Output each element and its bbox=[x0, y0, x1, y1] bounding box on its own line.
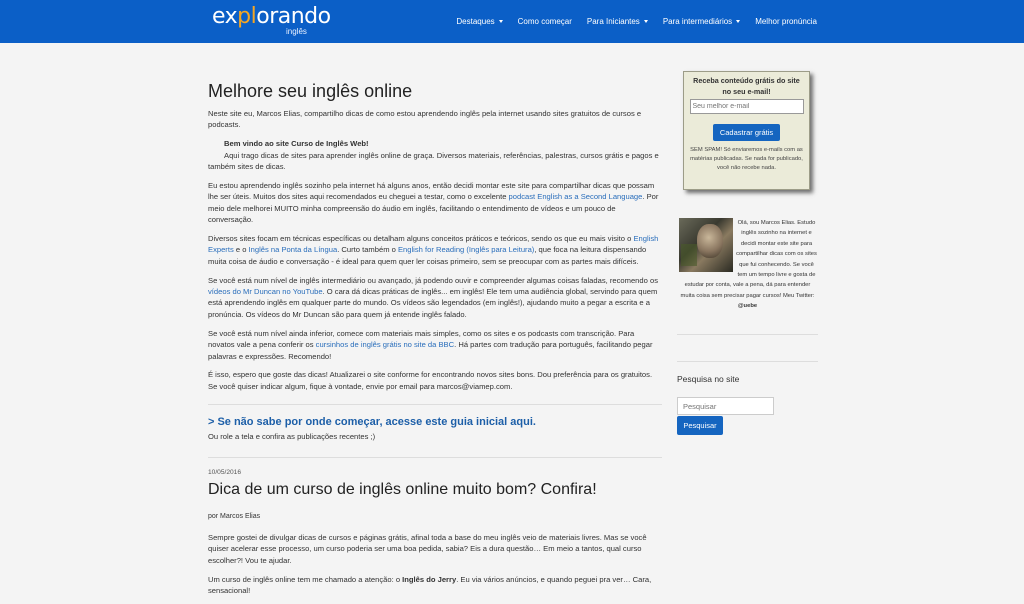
nav-destaques[interactable]: Destaques bbox=[449, 0, 510, 43]
author-bio: Olá, sou Marcos Elias. Estudo inglês sozinho na internet e decidi montar este site para compartilhar dicas com os sites que fui conhecendo. Se você tem um tempo livre e gosta de estudar por conta, vale a pena, dá para entender muita coisa sem precisar pagar cursos! Meu Twitter: @uebe bbox=[680, 220, 817, 310]
logo-wordmark: explorando bbox=[212, 4, 331, 29]
email-signup-box bbox=[683, 71, 810, 190]
divider bbox=[677, 334, 818, 335]
search-title: Pesquisa no site bbox=[677, 374, 740, 384]
logo-subtitle: inglês bbox=[286, 27, 307, 36]
divider bbox=[208, 404, 662, 405]
paragraph-mr-duncan: Se você está num nível de inglês intermediário ou avançado, já podendo ouvir e compreender algumas coisas faladas, recomendo os vídeos do Mr Duncan no YouTube. O cara dá dicas práticas de inglês... em inglês! Ele tem uma audiência global, servindo para quem está aprendendo inglês em qualquer parte do mundo. Os vídeos são legendados (em inglês!), ajudando muito a pegar a escrita e a pronúncia. Os vídeos do Mr Duncan são para quem já entende inglês falado. bbox=[208, 275, 658, 319]
welcome-heading: Bem vindo ao site Curso de Inglês Web! bbox=[224, 139, 369, 149]
nav-para-intermediarios[interactable]: Para intermediários bbox=[655, 0, 747, 43]
post-paragraph: Sempre gostei de divulgar dicas de cursos e páginas grátis, afinal toda a base do meu inglês veio de materiais livres. Mas se você quiser acelerar esse processo, um curso poderia ser uma boa pedida, sabia? Eis a dura questão… Em meio a tantos, qual curso escolher?! Vou te ajudar. bbox=[208, 532, 647, 565]
link-english-experts[interactable]: English Experts bbox=[208, 234, 659, 255]
twitter-handle[interactable]: @uebe bbox=[737, 303, 758, 310]
chevron-down-icon bbox=[644, 20, 648, 23]
main-nav bbox=[449, 0, 1024, 43]
page-title: Melhore seu inglês online bbox=[208, 81, 413, 101]
link-mr-duncan[interactable]: vídeos do Mr Duncan no YouTube bbox=[208, 287, 323, 297]
link-bbc-courses[interactable]: cursinhos de inglês grátis no site da BBC bbox=[315, 340, 455, 350]
post-paragraph: Um curso de inglês online tem me chamado a atenção: o Inglês do Jerry. Eu via vários anúncios, e quando peguei pra ver… Cara, sensacional! bbox=[208, 574, 652, 596]
intro-paragraph: Neste site eu, Marcos Elias, compartilho dicas de como estou aprendendo inglês pela internet usando sites gratuitos de cursos e podcasts. bbox=[208, 109, 642, 130]
guide-subtitle: Ou role a tela e confira as publicações recentes ;) bbox=[208, 432, 376, 442]
signup-button[interactable]: Cadastrar grátis bbox=[713, 124, 780, 141]
nav-como-comecar[interactable]: Como começar bbox=[517, 16, 572, 26]
post-byline: por Marcos Elias bbox=[208, 513, 261, 521]
post-date: 10/05/2016 bbox=[208, 468, 242, 476]
link-english-for-reading[interactable]: English for Reading (Inglês para Leitura) bbox=[397, 245, 535, 255]
top-navbar bbox=[0, 0, 1024, 43]
guide-link[interactable]: Se não sabe por onde começar, acesse este guia inicial aqui. bbox=[217, 416, 536, 429]
link-ponta-da-lingua[interactable]: Inglês na Ponta da Língua bbox=[248, 245, 338, 255]
site-logo[interactable] bbox=[212, 5, 332, 39]
main-content bbox=[208, 80, 662, 604]
nav-melhor-pronuncia[interactable]: Melhor pronúncia bbox=[755, 16, 817, 26]
email-field[interactable] bbox=[690, 99, 804, 114]
paragraph-sites: Diversos sites focam em técnicas específicas ou detalham alguns conceitos práticos e teóricos, sendo os que eu mais visito o English Experts e o Inglês na Ponta da Língua. Curto também o English for Reading (Inglês para Leitura), que foca na leitura dispensando muita coisa de áudio e conversação - é ideal para quem quer ler coisas primeiro, sem se preocupar com as partes mais difíceis. bbox=[208, 234, 659, 266]
paragraph-closing: É isso, espero que goste das dicas! Atualizarei o site conforme for encontrando novos sites bons. Dou preferência para os gratuitos. Se você quiser indicar algum, fique à vontade, envie por email para marcos@viamep.com. bbox=[208, 370, 653, 391]
divider bbox=[208, 457, 662, 458]
divider bbox=[677, 361, 818, 362]
author-box bbox=[677, 218, 818, 312]
paragraph-bbc: Se você está num nível ainda inferior, comece com materiais mais simples, como os sites e os podcasts com transcrição. Para novatos vale a pena conferir os cursinhos de inglês grátis no site da BBC. Há partes com tradução para português, facilitando pegar palavras e expressões. Recomendo! bbox=[208, 328, 653, 361]
author-photo bbox=[679, 218, 733, 272]
guide-link-block bbox=[208, 415, 662, 429]
link-esl-podcast[interactable]: podcast English as a Second Language bbox=[508, 192, 643, 202]
nav-para-iniciantes[interactable]: Para Iniciantes bbox=[579, 0, 655, 43]
search-button[interactable]: Pesquisar bbox=[677, 416, 723, 435]
post-title[interactable]: Dica de um curso de inglês online muito bom? Confira! bbox=[208, 481, 597, 499]
arrow-right-icon: > bbox=[208, 416, 215, 429]
chevron-down-icon bbox=[736, 20, 740, 23]
welcome-paragraph: Aqui trago dicas de sites para aprender inglês online de graça. Diversos materiais, referências, palestras, cursos grátis e pagos e também sites de dicas. bbox=[208, 150, 659, 172]
signup-note: SEM SPAM! Só enviaremos e-mails com as matérias publicadas. Se nada for publicado, você não recebe nada. bbox=[690, 147, 803, 171]
paragraph-learning: Eu estou aprendendo inglês sozinho pela internet há alguns anos, então decidi montar este site para compartilhar dicas que possam lhe ser úteis. Muitos dos sites aqui recomendados eu cheguei a testar, como o excelente podcast English as a Second Language. Por meio dele melhorei MUITO minha compreensão do áudio em inglês, facilitando o entendimento de vídeos e um pouco de conversação. bbox=[208, 180, 659, 225]
search-input[interactable] bbox=[677, 397, 774, 415]
chevron-down-icon bbox=[499, 20, 503, 23]
signup-title: Receba conteúdo grátis do site no seu e-mail! bbox=[693, 76, 800, 96]
